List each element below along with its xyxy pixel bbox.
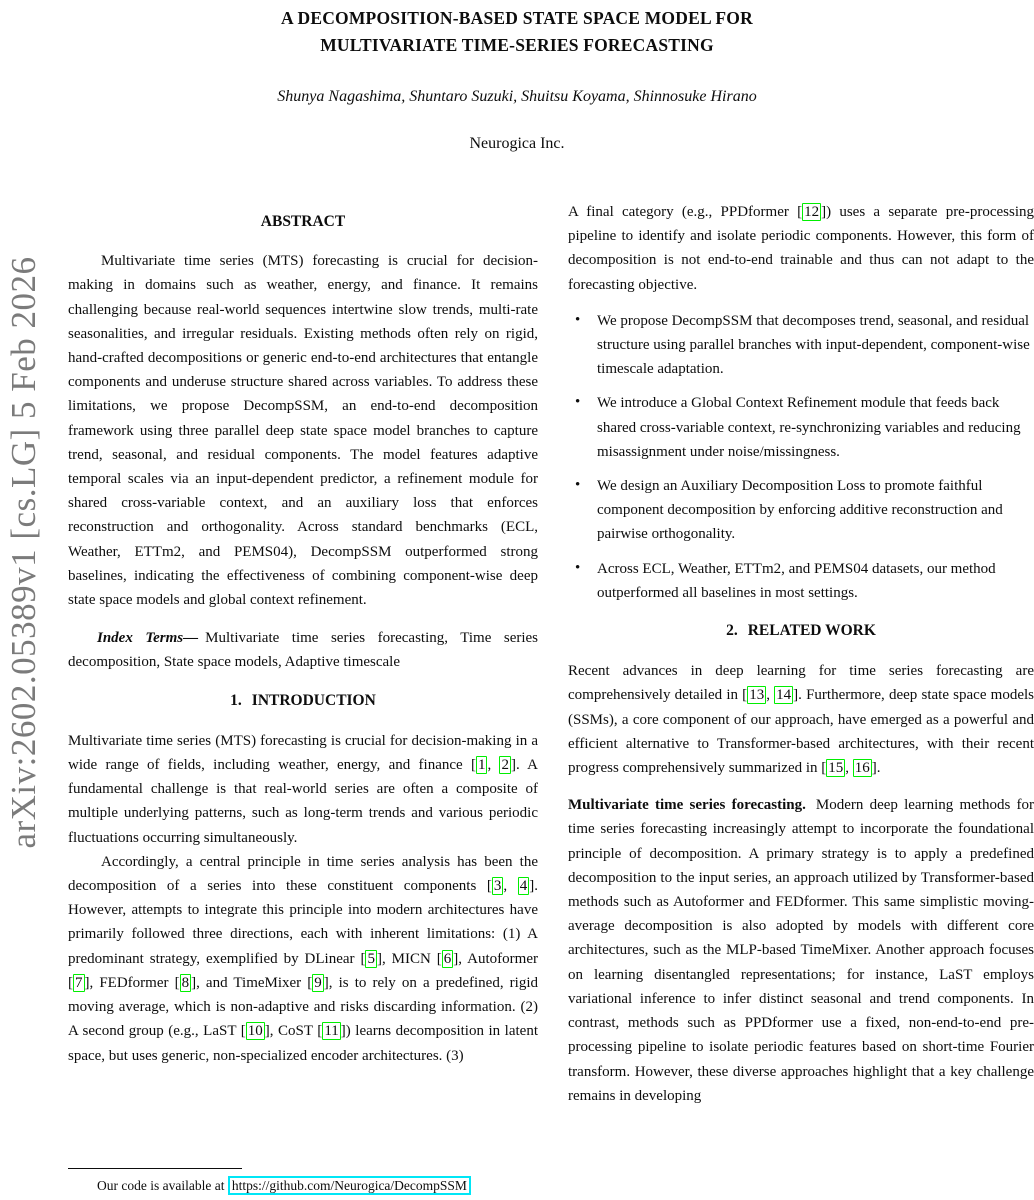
final-category-paragraph: A final category (e.g., PPDformer [ 12 ]) uses a separate pre-processing pipeline to identify and isolate periodic components. However, this form of decomposition is not end-to-end trainable and thus can not adapt to the forecasting objective. [568, 204, 1034, 293]
section-number: 2. [726, 622, 738, 640]
paper-title [0, 5, 1034, 59]
index-terms-label: Index Terms— [97, 630, 199, 647]
citation-ref[interactable]: 4 [519, 878, 528, 895]
citation-ref[interactable]: 9 [314, 974, 322, 991]
index-terms [68, 626, 538, 674]
paper-title-line2: MULTIVARIATE TIME-SERIES FORECASTING [320, 35, 714, 55]
citation-ref[interactable]: 7 [75, 974, 83, 991]
contribution-list [568, 309, 1034, 605]
related-paragraph-1: Recent advances in deep learning for time series forecasting are comprehensively detailed in [ 13 , 14 ]. Furthermore, deep state space models (SSMs), a core component of our approach, have emerged as a powerful and efficient alternative to Transformer-based architectures, with their recent progress comprehensively summarized in [ 15 , 16 ]. [568, 663, 1034, 777]
contribution-item: • Across ECL, Weather, ETTm2, and PEMS04 datasets, our method outperformed all baselines in most settings. [568, 557, 1034, 605]
footnote-prefix: Our code is available at [97, 1178, 225, 1193]
section-name: INTRODUCTION [251, 691, 376, 709]
contribution-item: • We propose DecompSSM that decomposes trend, seasonal, and residual structure using parallel branches with input-dependent, component-wise timescale adaptation. [568, 309, 1034, 382]
citation-ref[interactable]: 1 [477, 757, 486, 774]
citation-ref[interactable]: 6 [443, 950, 452, 967]
paragraph-lead: Multivariate time series forecasting. [568, 797, 806, 814]
contribution-item: • We introduce a Global Context Refinement module that feeds back shared cross-variable context, re-synchronizing variables and reducing misassignment under noise/missingness. [568, 391, 1034, 464]
citation-ref[interactable]: 12 [804, 204, 820, 220]
author-list: Shunya Nagashima, Shuntaro Suzuki, Shuitsu Koyama, Shinnosuke Hirano [277, 88, 757, 105]
intro-paragraph-1: Multivariate time series (MTS) forecasting is crucial for decision-making in a wide range of fields, including weather, energy, and finance [ 1 , 2 ]. A fundamental challenge is that real-world series are often a composite of multiple underlying patterns, such as long-term trends and various periodic fluctuations occurring simultaneously. [68, 732, 538, 846]
footnote-rule [68, 1168, 242, 1169]
footnote-text [68, 1176, 538, 1196]
citation-ref[interactable]: 13 [749, 687, 765, 704]
arxiv-sidebar-banner: arXiv:2602.05389v1 [cs.LG] 5 Feb 2026 [4, 256, 43, 849]
code-repository-link[interactable]: https://github.com/Neurogica/DecompSSM [228, 1176, 471, 1195]
citation-ref[interactable]: 10 [247, 1023, 263, 1040]
citation-ref[interactable]: 3 [493, 878, 502, 895]
footnote [68, 1168, 538, 1196]
paper-title-line1: A DECOMPOSITION-BASED STATE SPACE MODEL FOR [281, 8, 753, 28]
citation-ref[interactable]: 15 [828, 760, 844, 777]
right-column [568, 200, 1034, 1200]
affiliation: Neurogica Inc. [469, 135, 565, 152]
section-name: RELATED WORK [747, 622, 876, 640]
abstract-body: Multivariate time series (MTS) forecasting is crucial for decision-making in domains such as weather, energy, and finance. It remains challenging because real-world sequences intertwine slow trends, multi-rate seasonalities, and irregular residuals. Existing methods often rely on rigid, hand-crafted decompositions or generic end-to-end architectures that entangle components and underuse structure shared across variables. To address these limitations, we propose DecompSSM, an end-to-end decomposition framework using three parallel deep state space model branches to capture trend, seasonal, and residual components. The model features adaptive temporal scales via an input-dependent predictor, a refinement module for shared cross-variable context, and an auxiliary loss that enforces reconstruction and orthogonality. Across standard benchmarks (ECL, Weather, ETTm2, and PEMS04), DecompSSM outperformed strong baselines, indicating the effectiveness of combining component-wise deep state space models and global context refinement. [68, 253, 538, 609]
section-heading-introduction [68, 689, 538, 713]
citation-ref[interactable]: 14 [776, 687, 792, 704]
related-paragraph-2 [568, 793, 1034, 1108]
citation-ref[interactable]: 2 [501, 757, 509, 774]
section-heading-related-work [568, 619, 1034, 643]
citation-ref[interactable]: 8 [181, 974, 190, 991]
citation-ref[interactable]: 16 [854, 760, 870, 777]
paper-header [0, 0, 1034, 153]
paragraph-text: Modern deep learning methods for time series forecasting increasingly attempt to incorporate the foundational principle of decomposition. A primary strategy is to apply a predefined decomposition to the input series, an approach utilized by Transformer-based methods such as Autoformer and FEDformer. This same simplistic moving-average decomposition is also adopted by models with different core architectures, such as the MLP-based TimeMixer. Another approach focuses on learning disentangled representations; for instance, LaST employs variational inference to infer distinct seasonal and trend components. In contrast, methods such as PPDformer use a fixed, non-end-to-end pre-processing pipeline to isolate periodic features based on short-time Fourier transform. However, these diverse approaches highlight that a key challenge remains in developing [568, 797, 1034, 1104]
intro-paragraph-2: Accordingly, a central principle in time series analysis has been the decomposition of a series into these constituent components [ 3 , 4 ]. However, attempts to integrate this principle into modern architectures have primarily followed three directions, each with inherent limitations: (1) A predominant strategy, exemplified by DLinear [ 5 ], MICN [ 6 ], Autoformer [ 7 ], FEDformer [ 8 ], and TimeMixer [ 9 ], is to rely on a predefined, rigid moving average, which is non-adaptive and risks discarding information. (2) A second group (e.g., LaST [ 10 ], CoST [ 11 ]) learns decomposition in latent space, but uses generic, non-specialized encoder architectures. (3) [68, 853, 538, 1064]
contribution-item: • We design an Auxiliary Decomposition Loss to promote faithful component decomposition by enforcing additive reconstruction and pairwise orthogonality. [568, 474, 1034, 547]
citation-ref[interactable]: 5 [367, 950, 375, 967]
index-terms-text: Multivariate time series forecasting, Time series decomposition, State space models, Adaptive timescale [68, 630, 538, 671]
abstract-heading: ABSTRACT [260, 213, 346, 230]
citation-ref[interactable]: 11 [324, 1023, 339, 1040]
left-column [68, 200, 538, 1158]
section-number: 1. [230, 691, 242, 709]
